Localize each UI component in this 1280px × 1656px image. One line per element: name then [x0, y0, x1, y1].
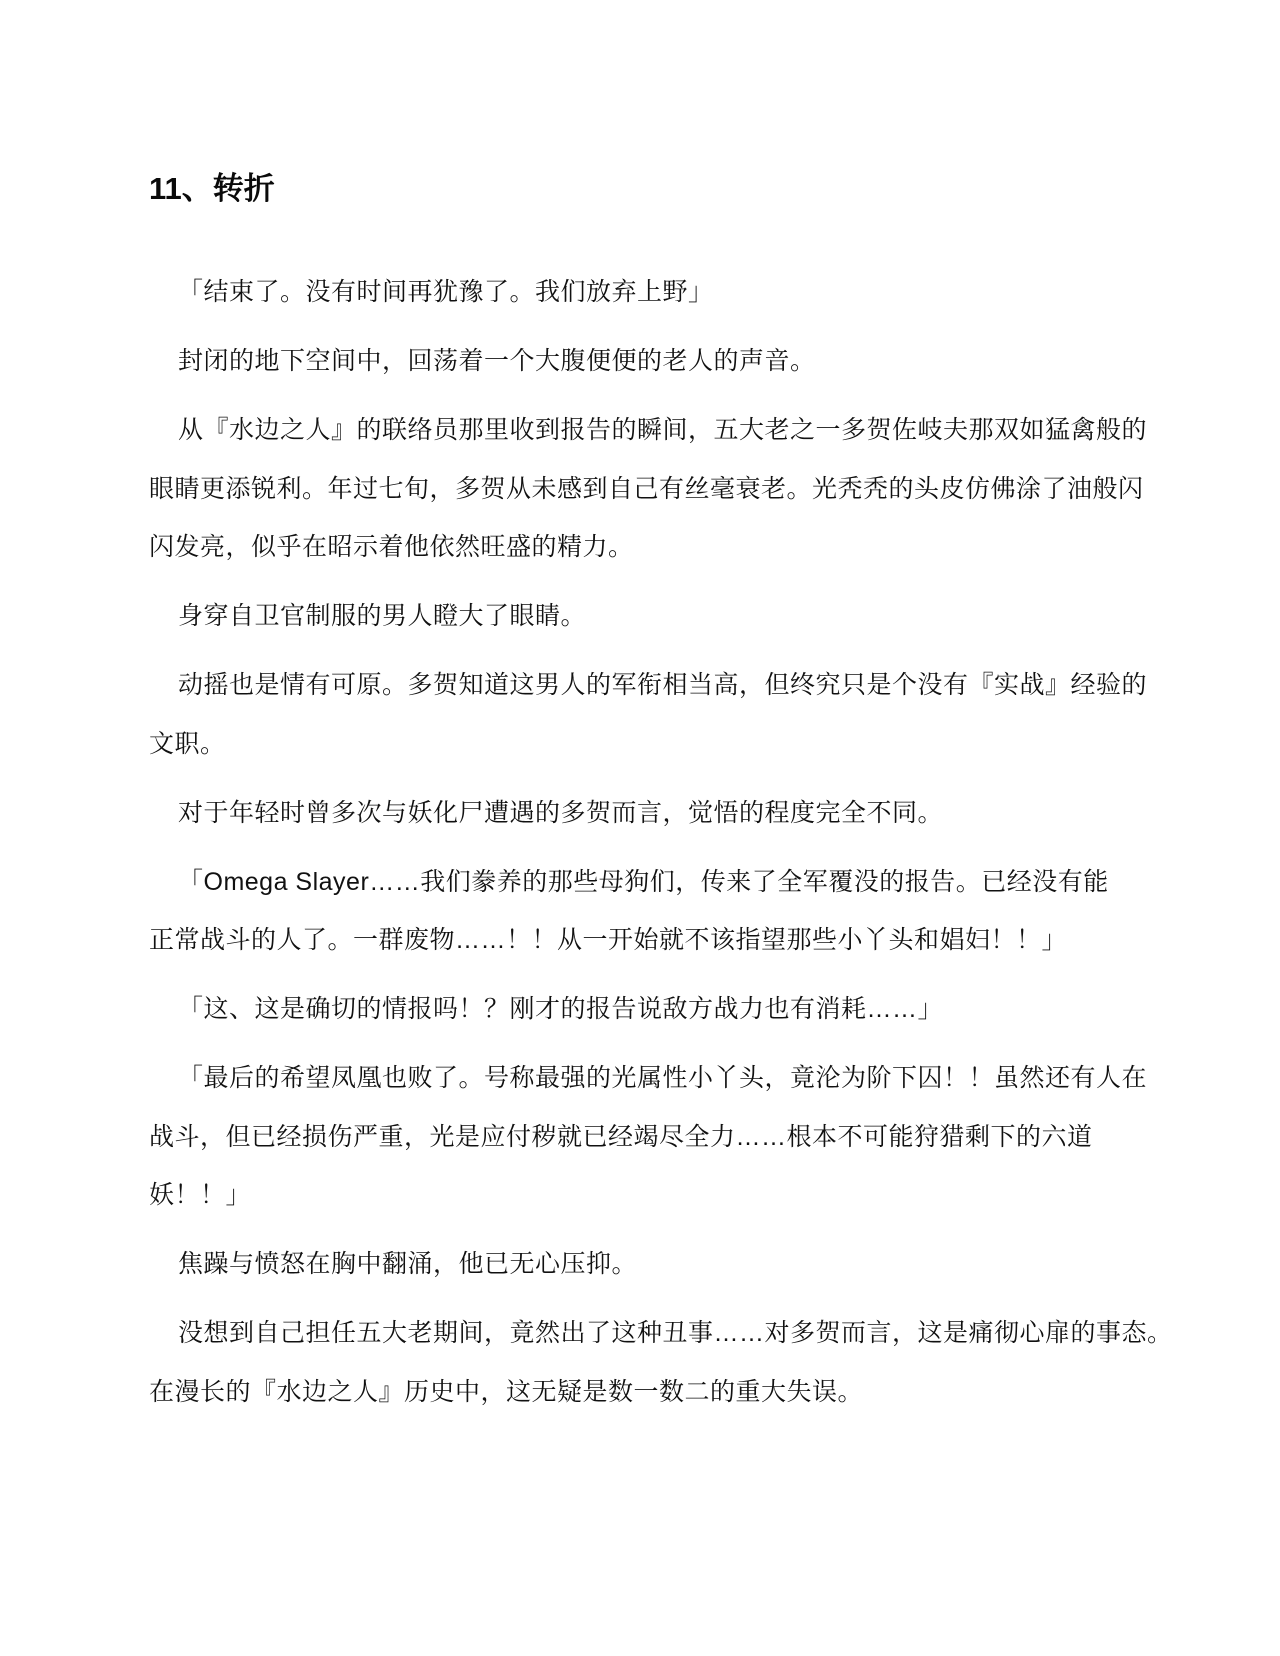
text-line: 「Omega Slayer……我们豢养的那些母狗们，传来了全军覆没的报告。已经没有能	[178, 867, 1109, 896]
paragraph	[149, 1049, 1148, 1225]
chapter-title: 11、转折	[149, 171, 275, 206]
paragraph	[149, 784, 1131, 843]
text-line: 没想到自己担任五大老期间，竟然出了这种丑事……对多贺而言，这是痛彻心扉的事态。	[178, 1319, 1173, 1347]
text-line: 动摇也是情有可原。多贺知道这男人的军衔相当高，但终究只是个没有『实战』经验的	[178, 671, 1148, 699]
paragraph	[149, 1235, 1131, 1294]
paragraph	[149, 980, 1131, 1039]
text-line: 正常战斗的人了。一群废物……！！从一开始就不该指望那些小丫头和娼妇！！」	[149, 926, 1068, 954]
text-line: 在漫长的『水边之人』历史中，这无疑是数一数二的重大失误。	[149, 1377, 864, 1406]
text-line: 眼睛更添锐利。年过七旬，多贺从未感到自己有丝毫衰老。光秃秃的头皮仿佛涂了油般闪	[149, 474, 1144, 503]
text-line: 焦躁与愤怒在胸中翻涌，他已无心压抑。	[178, 1250, 638, 1278]
text-line: 对于年轻时曾多次与妖化尸遭遇的多贺而言，觉悟的程度完全不同。	[178, 798, 944, 827]
text-line: 妖！！」	[149, 1181, 252, 1209]
paragraph	[149, 1304, 1173, 1421]
paragraph	[149, 401, 1148, 577]
text-line: 身穿自卫官制服的男人瞪大了眼睛。	[178, 602, 587, 630]
text-line: 战斗，但已经损伤严重，光是应付秽就已经竭尽全力……根本不可能狩猎剩下的六道	[149, 1122, 1093, 1151]
text-line: 「最后的希望凤凰也败了。号称最强的光属性小丫头，竟沦为阶下囚！！虽然还有人在	[178, 1064, 1148, 1092]
paragraph	[149, 656, 1148, 773]
paragraph	[149, 587, 1131, 646]
text-line: 闪发亮，似乎在昭示着他依然旺盛的精力。	[149, 533, 634, 561]
text-line: 封闭的地下空间中，回荡着一个大腹便便的老人的声音。	[178, 347, 816, 375]
text-line: 「这、这是确切的情报吗！？刚才的报告说敌方战力也有消耗……」	[178, 995, 944, 1023]
paragraph	[149, 332, 1131, 391]
text-line: 从『水边之人』的联络员那里收到报告的瞬间，五大老之一多贺佐岐夫那双如猛禽般的	[178, 416, 1148, 444]
paragraph	[149, 263, 1131, 322]
paragraph	[149, 853, 1131, 970]
text-line: 「结束了。没有时间再犹豫了。我们放弃上野」	[178, 278, 714, 306]
chapter-body	[149, 263, 1173, 1421]
text-line: 文职。	[149, 729, 226, 758]
